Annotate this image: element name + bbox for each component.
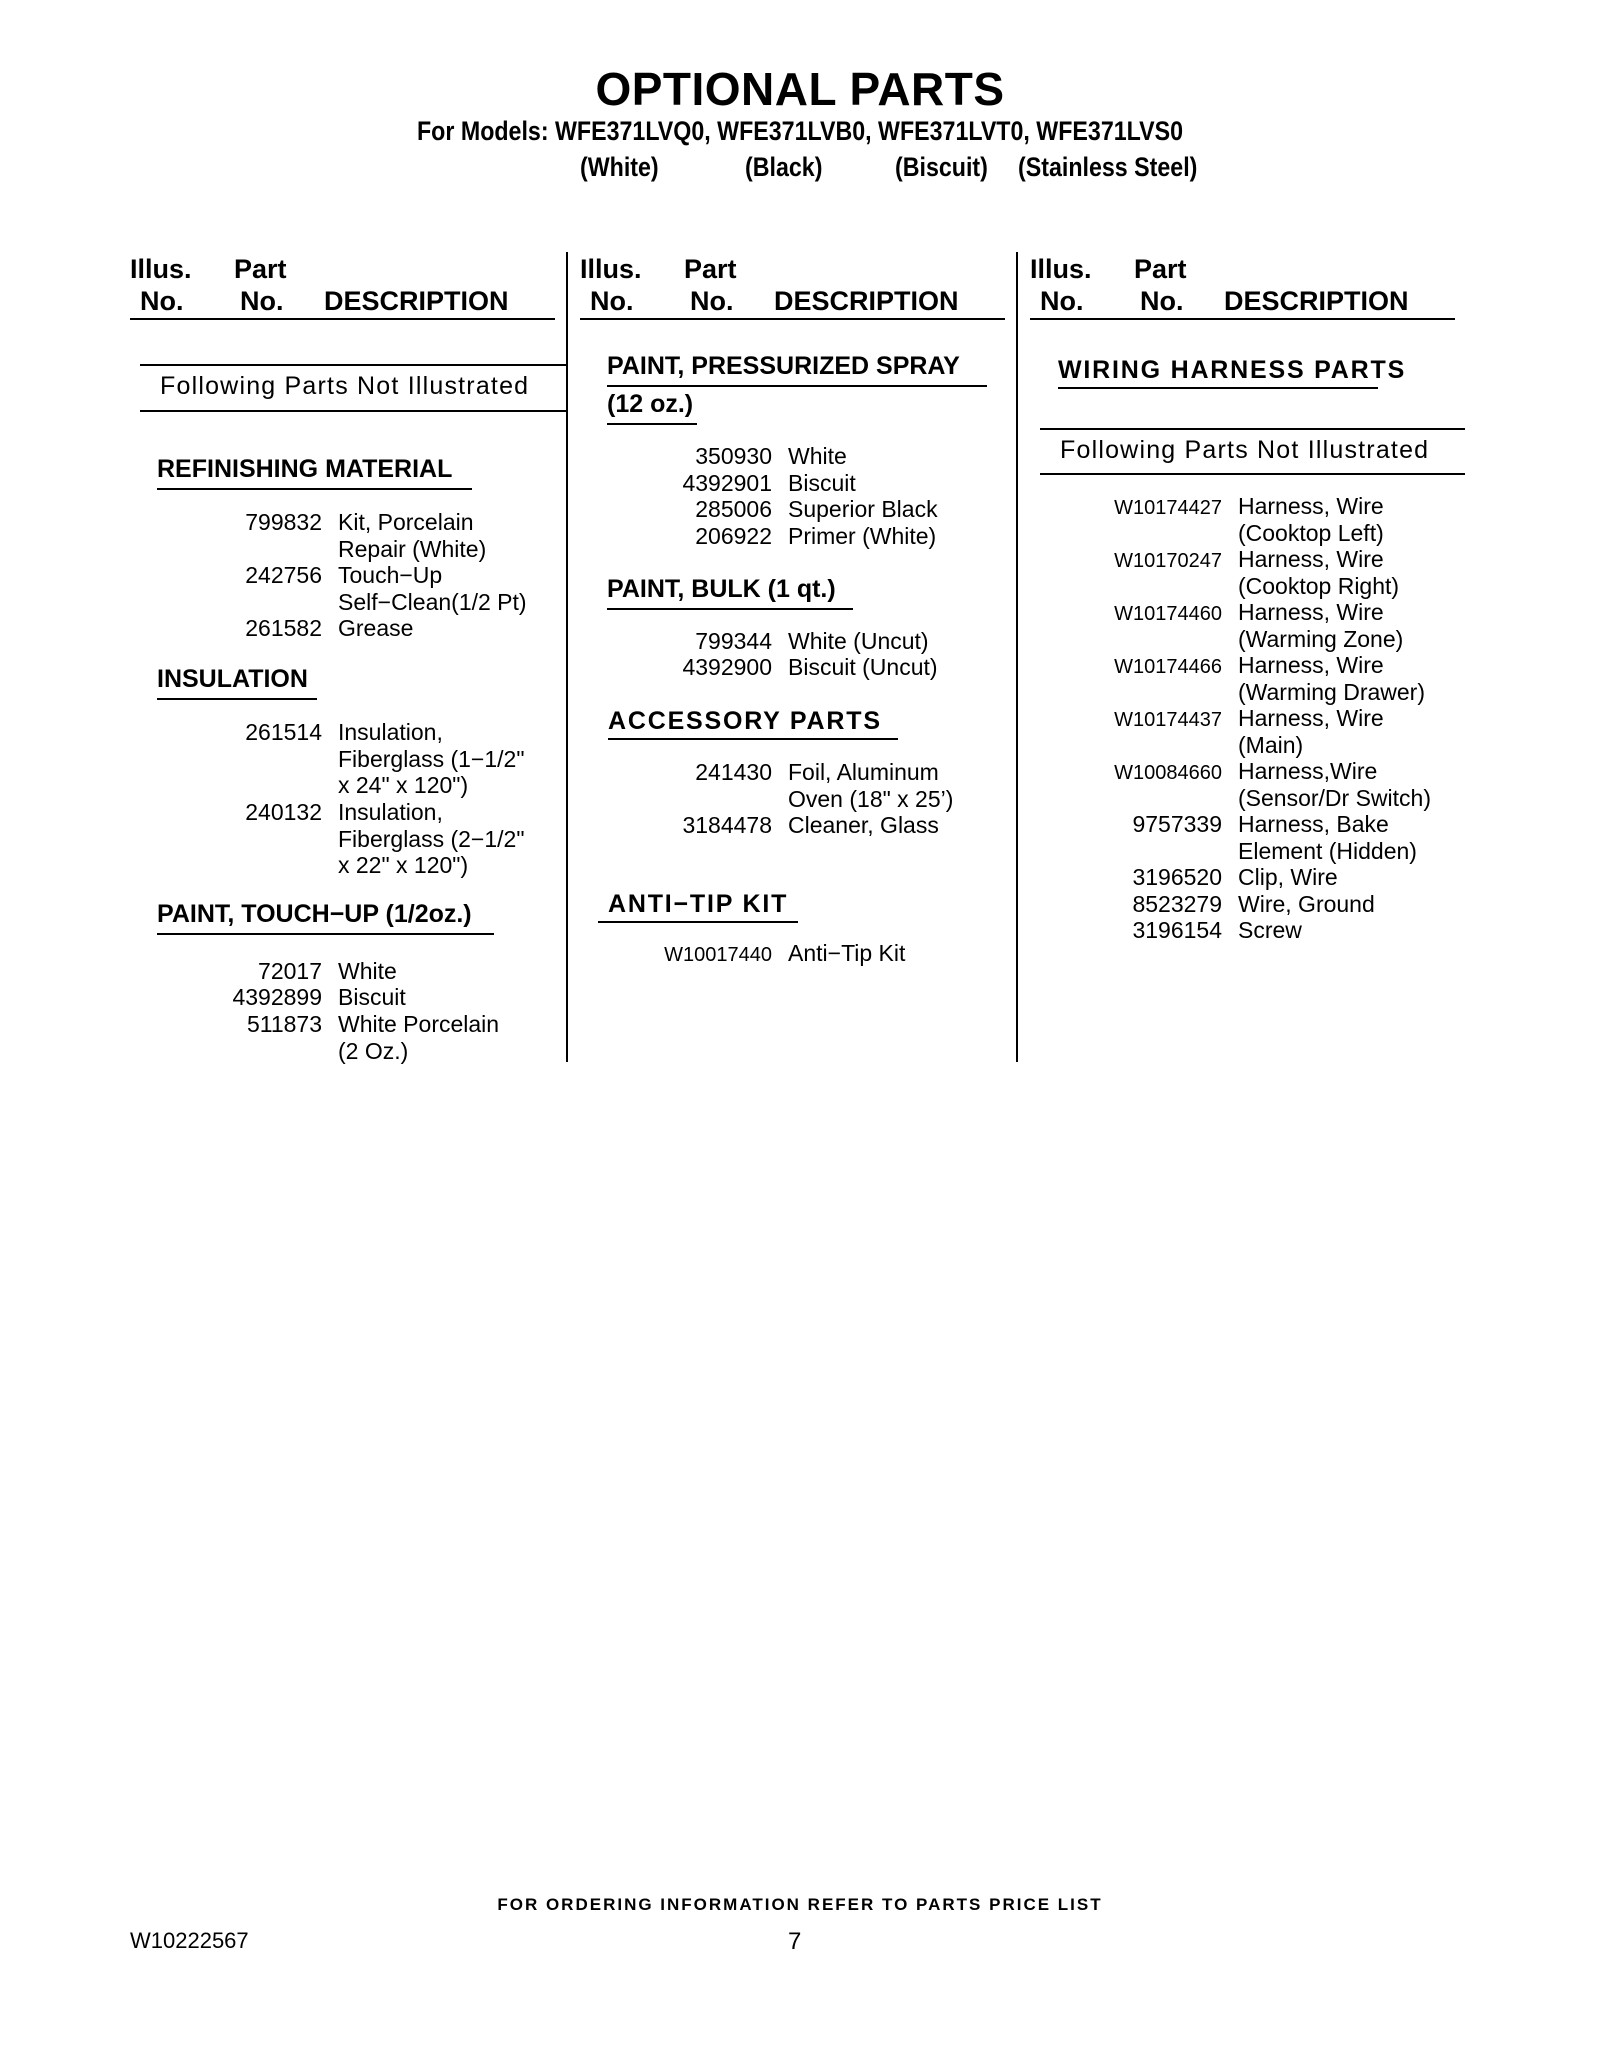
- col2-header-part: Part: [684, 254, 737, 284]
- part-number: W10174437: [1114, 709, 1222, 731]
- col2-header-rule: [580, 318, 1005, 320]
- col3-header-rule: [1030, 318, 1455, 320]
- part-description: Touch−Up Self−Clean(1/2 Pt): [338, 562, 527, 615]
- part-number: W10174427: [1114, 497, 1222, 519]
- section-underline-paint-pressurized: [607, 385, 987, 387]
- part-description: Harness, Wire (Warming Drawer): [1238, 652, 1425, 705]
- part-number: 240132: [245, 799, 322, 825]
- part-description: White (Uncut): [788, 628, 929, 654]
- section-title-paint-pressurized: PAINT, PRESSURIZED SPRAY: [607, 352, 960, 380]
- section-title-paint-bulk: PAINT, BULK (1 qt.): [607, 575, 836, 603]
- col2-header-description: DESCRIPTION: [774, 286, 959, 316]
- part-description: Cleaner, Glass: [788, 812, 939, 838]
- col3-notill-rule-top: [1040, 428, 1465, 430]
- color-stainless: (Stainless Steel): [1018, 152, 1198, 182]
- part-description: Insulation, Fiberglass (1−1/2" x 24" x 120"): [338, 719, 525, 798]
- part-description: White: [788, 443, 847, 469]
- part-description: Biscuit: [788, 470, 856, 496]
- part-description: Kit, Porcelain Repair (White): [338, 509, 487, 562]
- col3-header-part-no: No.: [1140, 286, 1184, 316]
- col3-header-description: DESCRIPTION: [1224, 286, 1409, 316]
- section-title-refinishing: REFINISHING MATERIAL: [157, 455, 453, 483]
- part-description: Anti−Tip Kit: [788, 940, 906, 966]
- page-title: OPTIONAL PARTS: [595, 63, 1005, 115]
- part-description: White: [338, 958, 397, 984]
- part-number: 511873: [246, 1011, 322, 1037]
- ordering-info: FOR ORDERING INFORMATION REFER TO PARTS PRICE LIST: [497, 1895, 1103, 1914]
- col1-header-illus: Illus.: [130, 254, 192, 284]
- part-number: 261582: [245, 615, 322, 641]
- part-description: Primer (White): [788, 523, 937, 549]
- section-title-paint-pressurized-size: (12 oz.): [607, 390, 694, 418]
- col3-header-illus: Illus.: [1030, 254, 1092, 284]
- part-number: 3196154: [1132, 917, 1222, 943]
- part-number: 4392901: [682, 470, 772, 496]
- section-underline-wiring-harness: [1058, 387, 1378, 389]
- part-description: Screw: [1238, 917, 1302, 943]
- section-underline-insulation: [157, 698, 317, 700]
- col1-not-illustrated: Following Parts Not Illustrated: [160, 372, 530, 400]
- col2-header-part-no: No.: [690, 286, 734, 316]
- color-black: (Black): [745, 152, 823, 182]
- part-description: Clip, Wire: [1238, 864, 1338, 890]
- section-title-paint-touch-up: PAINT, TOUCH−UP (1/2oz.): [157, 900, 472, 928]
- part-number: W10170247: [1114, 550, 1222, 572]
- col3-header-illus-no: No.: [1040, 286, 1084, 316]
- part-number: 350930: [695, 443, 772, 469]
- section-underline-paint-touch-up: [157, 933, 494, 935]
- part-description: Harness, Wire (Warming Zone): [1238, 599, 1404, 652]
- part-description: Harness, Wire (Cooktop Right): [1238, 546, 1400, 599]
- col1-header-illus-no: No.: [140, 286, 184, 316]
- section-underline-refinishing: [157, 488, 472, 490]
- part-number: 3184478: [682, 812, 772, 838]
- part-description: Harness,Wire (Sensor/Dr Switch): [1238, 758, 1431, 811]
- part-description: Biscuit: [338, 984, 406, 1010]
- part-number: 799344: [695, 628, 772, 654]
- color-biscuit: (Biscuit): [895, 152, 988, 182]
- section-underline-paint-pressurized-size: [607, 423, 697, 425]
- col2-header-illus: Illus.: [580, 254, 642, 284]
- part-description: Harness, Wire (Main): [1238, 705, 1384, 758]
- col2-header-illus-no: No.: [590, 286, 634, 316]
- part-description: Biscuit (Uncut): [788, 654, 938, 680]
- col1-header-rule: [130, 318, 555, 320]
- part-description: Foil, Aluminum Oven (18" x 25’): [788, 759, 954, 812]
- part-description: Harness, Bake Element (Hidden): [1238, 811, 1417, 864]
- section-underline-paint-bulk: [607, 608, 853, 610]
- part-description: Insulation, Fiberglass (2−1/2" x 22" x 120"): [338, 799, 525, 878]
- column-divider-1: [566, 252, 568, 1062]
- part-description: White Porcelain (2 Oz.): [338, 1011, 500, 1064]
- col1-header-description: DESCRIPTION: [324, 286, 509, 316]
- part-description: Superior Black: [788, 496, 938, 522]
- col3-header-part: Part: [1134, 254, 1187, 284]
- part-number: 3196520: [1132, 864, 1222, 890]
- document-number: W10222567: [130, 1928, 249, 1953]
- part-number: 4392899: [232, 984, 322, 1010]
- part-number: 4392900: [682, 654, 772, 680]
- part-number: 72017: [258, 958, 322, 984]
- col1-notill-rule-top: [140, 364, 566, 366]
- part-number: W10017440: [664, 944, 772, 966]
- column-divider-2: [1016, 252, 1018, 1062]
- part-number: 285006: [695, 496, 772, 522]
- part-number: 8523279: [1132, 891, 1222, 917]
- part-description: Harness, Wire (Cooktop Left): [1238, 493, 1384, 546]
- col1-header-part: Part: [234, 254, 287, 284]
- section-title-accessory-parts: ACCESSORY PARTS: [608, 707, 882, 735]
- part-number: 799832: [245, 509, 322, 535]
- part-number: W10084660: [1114, 762, 1222, 784]
- part-number: 206922: [695, 523, 772, 549]
- page-number: 7: [788, 1928, 802, 1955]
- part-description: Wire, Ground: [1238, 891, 1375, 917]
- models-line: For Models: WFE371LVQ0, WFE371LVB0, WFE371LVT0, WFE371LVS0: [416, 116, 1183, 146]
- part-description: Grease: [338, 615, 414, 641]
- section-underline-accessory-parts: [608, 738, 898, 740]
- col1-notill-rule-bottom: [140, 410, 566, 412]
- color-white: (White): [580, 152, 659, 182]
- section-title-wiring-harness: WIRING HARNESS PARTS: [1058, 356, 1407, 384]
- section-title-insulation: INSULATION: [157, 665, 308, 693]
- section-title-anti-tip-kit: ANTI−TIP KIT: [608, 890, 789, 918]
- part-number: W10174466: [1114, 656, 1222, 678]
- col3-not-illustrated: Following Parts Not Illustrated: [1060, 436, 1430, 464]
- part-number: 242756: [245, 562, 322, 588]
- section-underline-anti-tip-kit: [598, 921, 798, 923]
- col3-notill-rule-bottom: [1040, 473, 1465, 475]
- col1-header-part-no: No.: [240, 286, 284, 316]
- part-number: 261514: [245, 719, 322, 745]
- part-number: 9757339: [1132, 811, 1222, 837]
- part-number: W10174460: [1114, 603, 1222, 625]
- part-number: 241430: [695, 759, 772, 785]
